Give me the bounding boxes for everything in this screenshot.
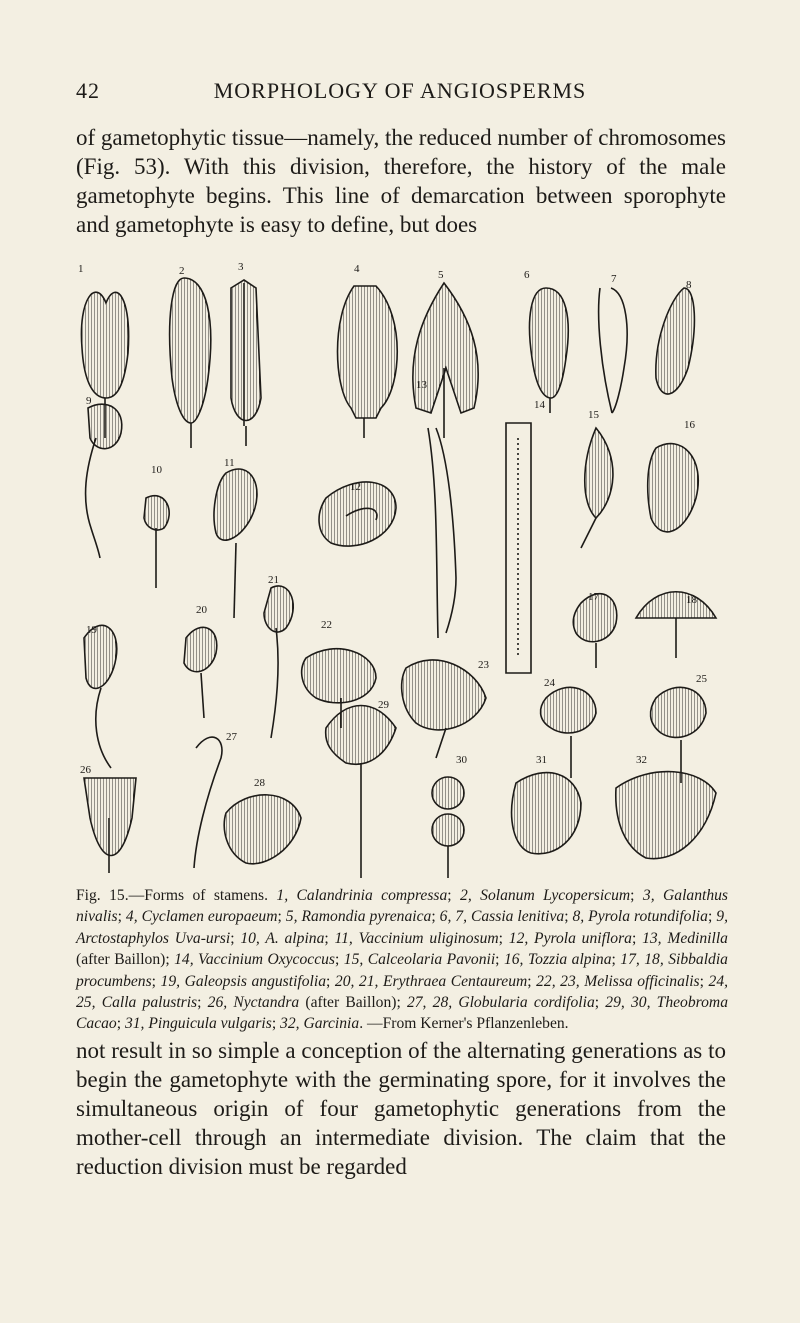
svg-text:1: 1 (78, 263, 84, 275)
stamen-10 (144, 496, 169, 588)
stamen-3 (231, 280, 261, 446)
caption-figure-number: 27, 28, (400, 994, 459, 1012)
caption-separator: ; (151, 972, 156, 990)
stamen-31 (512, 773, 581, 854)
caption-species-name: Globularia cordifolia (458, 994, 595, 1012)
stamen-24 (541, 687, 596, 778)
svg-text:8: 8 (686, 279, 692, 291)
caption-figure-number: 26, (201, 994, 234, 1012)
caption-separator: ; (707, 908, 713, 926)
caption-species-name: Calceolaria Pavonii (367, 951, 496, 969)
caption-figure-number: 17, 18, (615, 951, 669, 969)
svg-text:7: 7 (611, 273, 617, 285)
svg-text:3: 3 (238, 261, 244, 273)
stamen-5 (413, 283, 478, 438)
caption-separator: ; (165, 951, 170, 969)
caption-species-name: Ramondia pyrenaica (301, 908, 432, 926)
caption-figure-number: 16, (499, 951, 528, 969)
caption-lead: Fig. 15.—Forms of stamens. (76, 887, 268, 904)
caption-separator: . (359, 1015, 364, 1033)
caption-species-name: Nyctandra (233, 994, 300, 1012)
stamen-21 (264, 586, 293, 738)
caption-figure-number: 9, (712, 908, 728, 926)
caption-species-name: Vaccinium uliginosum (358, 929, 499, 947)
stamen-4 (338, 286, 398, 438)
caption-species-name: Erythraea Centaureum (382, 972, 528, 990)
caption-separator: ; (527, 972, 532, 990)
svg-text:4: 4 (354, 263, 360, 275)
svg-text:5: 5 (438, 269, 444, 281)
caption-species-name: Vaccinium Oxycoccus (198, 951, 335, 969)
caption-figure-number: 2, (451, 887, 481, 904)
caption-species-name: A. alpina (265, 929, 325, 947)
caption-species-name: Theobroma Cacao (76, 994, 728, 1033)
caption-figure-number: 29, 30, (599, 994, 657, 1012)
caption-figure-number: 14, (169, 951, 199, 969)
caption-source: —From Kerner's Pflanzenleben. (367, 1015, 569, 1033)
caption-species-name: Tozzia alpina (527, 951, 612, 969)
caption-figure-number: 32, (276, 1015, 304, 1033)
caption-separator: ; (230, 929, 235, 947)
caption-separator: ; (271, 1015, 277, 1033)
svg-text:15: 15 (588, 409, 599, 421)
svg-text:11: 11 (224, 457, 235, 469)
stamen-29 (326, 706, 396, 879)
svg-text:13: 13 (416, 379, 427, 391)
caption-species-name: Medinilla (667, 929, 728, 947)
caption-separator: ; (431, 908, 436, 926)
svg-text:16: 16 (684, 419, 695, 431)
svg-text:23: 23 (478, 659, 489, 671)
caption-species-name: Solanum Lycopersicum (480, 887, 631, 904)
caption-figure-number: 13, (636, 929, 668, 947)
caption-figure-number: 8, (568, 908, 589, 926)
caption-species-name: Pinguicula vulgaris (148, 1015, 272, 1033)
caption-separator: ; (631, 929, 637, 947)
svg-text:29: 29 (378, 699, 389, 711)
stamen-23 (402, 660, 486, 758)
caption-figure-number: 12, (503, 929, 535, 947)
svg-text:31: 31 (536, 754, 547, 766)
svg-text:12: 12 (350, 481, 361, 493)
caption-figure-number: 3, (634, 887, 664, 904)
caption-separator: ; (396, 994, 401, 1012)
stamen-27 (194, 737, 222, 868)
caption-species-name: Pyrola uniflora (534, 929, 632, 947)
svg-text:26: 26 (80, 764, 91, 776)
page-number: 42 (76, 78, 100, 103)
stamen-32 (616, 772, 716, 859)
svg-text:28: 28 (254, 777, 265, 789)
stamen-25 (651, 687, 706, 783)
caption-separator: ; (326, 972, 331, 990)
svg-text:22: 22 (321, 619, 332, 631)
caption-separator: ; (699, 972, 704, 990)
paragraph-top: of gametophytic tissue—namely, the reduced number of chromosomes (Fig. 53). With this division, therefore, the history of the male gametophyte begins. This line of demarcation between sporophyte and gametophyte is easy to define, but does (76, 125, 726, 237)
caption-figure-number: 5, (281, 908, 302, 926)
caption-species-name: Garcinia (303, 1015, 360, 1033)
caption-species-name: Cyclamen europaeum (141, 908, 278, 926)
paragraph-bottom: not result in so simple a conception of the alternating generations as to begin the gametophyte with the germinating spore, for it involves the simultaneous origin of four gametophytic generations from the mother-cell through an intermediate division. The claim that the reduction division must be regarded (76, 1038, 726, 1179)
svg-text:20: 20 (196, 604, 207, 616)
caption-separator: ; (334, 951, 340, 969)
stamen-13 (428, 428, 456, 638)
caption-figure-number: 11, (328, 929, 359, 947)
svg-text:9: 9 (86, 395, 92, 407)
caption-figure-number: 22, 23, (531, 972, 585, 990)
caption-figure-number: 6, 7, (435, 908, 471, 926)
caption-figure-number: 10, (234, 929, 266, 947)
stamen-7 (599, 288, 627, 413)
stamen-9 (86, 404, 122, 558)
svg-text:17: 17 (588, 591, 599, 603)
stamen-15 (581, 428, 613, 548)
caption-separator: ; (630, 887, 635, 904)
svg-text:14: 14 (534, 399, 545, 411)
caption-species-name: Arctostaphylos Uva-ursi (76, 929, 231, 947)
caption-figure-number: 4, (121, 908, 142, 926)
caption-separator: ; (498, 929, 503, 947)
caption-separator: ; (495, 951, 500, 969)
caption-species-name: Pyrola rotundifolia (588, 908, 708, 926)
stamen-28 (224, 795, 301, 864)
svg-text:6: 6 (524, 269, 530, 281)
caption-separator: ; (594, 994, 600, 1012)
svg-text:10: 10 (151, 464, 162, 476)
stamen-6 (530, 288, 569, 413)
svg-text:32: 32 (636, 754, 647, 766)
caption-species-name: Sibbaldia procumbens (76, 951, 728, 990)
running-header (70, 78, 730, 112)
caption-separator: ; (197, 994, 202, 1012)
caption-separator: ; (611, 951, 616, 969)
figure-caption (76, 885, 728, 1035)
caption-species-name: Galanthus nivalis (76, 887, 728, 926)
stamen-8 (656, 288, 695, 394)
stamen-2 (170, 278, 211, 448)
stamen-illustration (76, 258, 728, 880)
caption-figure-number: 19, (156, 972, 185, 990)
svg-text:30: 30 (456, 754, 467, 766)
caption-figure-number: 24, 25, (76, 972, 729, 1012)
caption-figure-number: 31, (121, 1015, 149, 1033)
stamen-14 (506, 423, 531, 673)
stamen-figure (76, 258, 728, 880)
stamen-18 (636, 592, 716, 658)
stamen-20 (184, 627, 217, 718)
running-title: MORPHOLOGY OF ANGIOSPERMS (213, 78, 587, 103)
caption-separator: ; (277, 908, 282, 926)
caption-separator: ; (117, 908, 122, 926)
stamen-26 (84, 778, 136, 873)
caption-species-name: Galeopsis angustifolia (184, 972, 327, 990)
caption-separator: ; (324, 929, 329, 947)
stamen-16 (648, 444, 699, 532)
svg-text:27: 27 (226, 731, 237, 743)
svg-text:21: 21 (268, 574, 279, 586)
caption-species-name: Cassia lenitiva (470, 908, 565, 926)
svg-text:24: 24 (544, 677, 555, 689)
svg-text:2: 2 (179, 265, 185, 277)
caption-separator: ; (447, 887, 452, 904)
caption-species-name: Calla palustris (101, 994, 198, 1012)
svg-text:19: 19 (86, 624, 97, 636)
caption-separator: ; (116, 1015, 122, 1033)
caption-figure-number: 1, (276, 887, 297, 904)
caption-separator: ; (564, 908, 569, 926)
caption-note: (after Baillon) (299, 994, 397, 1012)
stamen-30 (432, 777, 464, 878)
stamen-17 (573, 594, 617, 668)
caption-figure-number: 20, 21, (330, 972, 383, 990)
stamen-11 (214, 469, 257, 618)
caption-note: (after Baillon) (76, 951, 166, 969)
svg-text:18: 18 (686, 594, 697, 606)
svg-text:25: 25 (696, 673, 707, 685)
stamen-19 (84, 625, 117, 768)
caption-species-name: Calandrinia compressa (296, 887, 448, 904)
caption-species-name: Melissa officinalis (584, 972, 700, 990)
caption-figure-number: 15, (339, 951, 368, 969)
caption-entries (76, 887, 728, 1032)
